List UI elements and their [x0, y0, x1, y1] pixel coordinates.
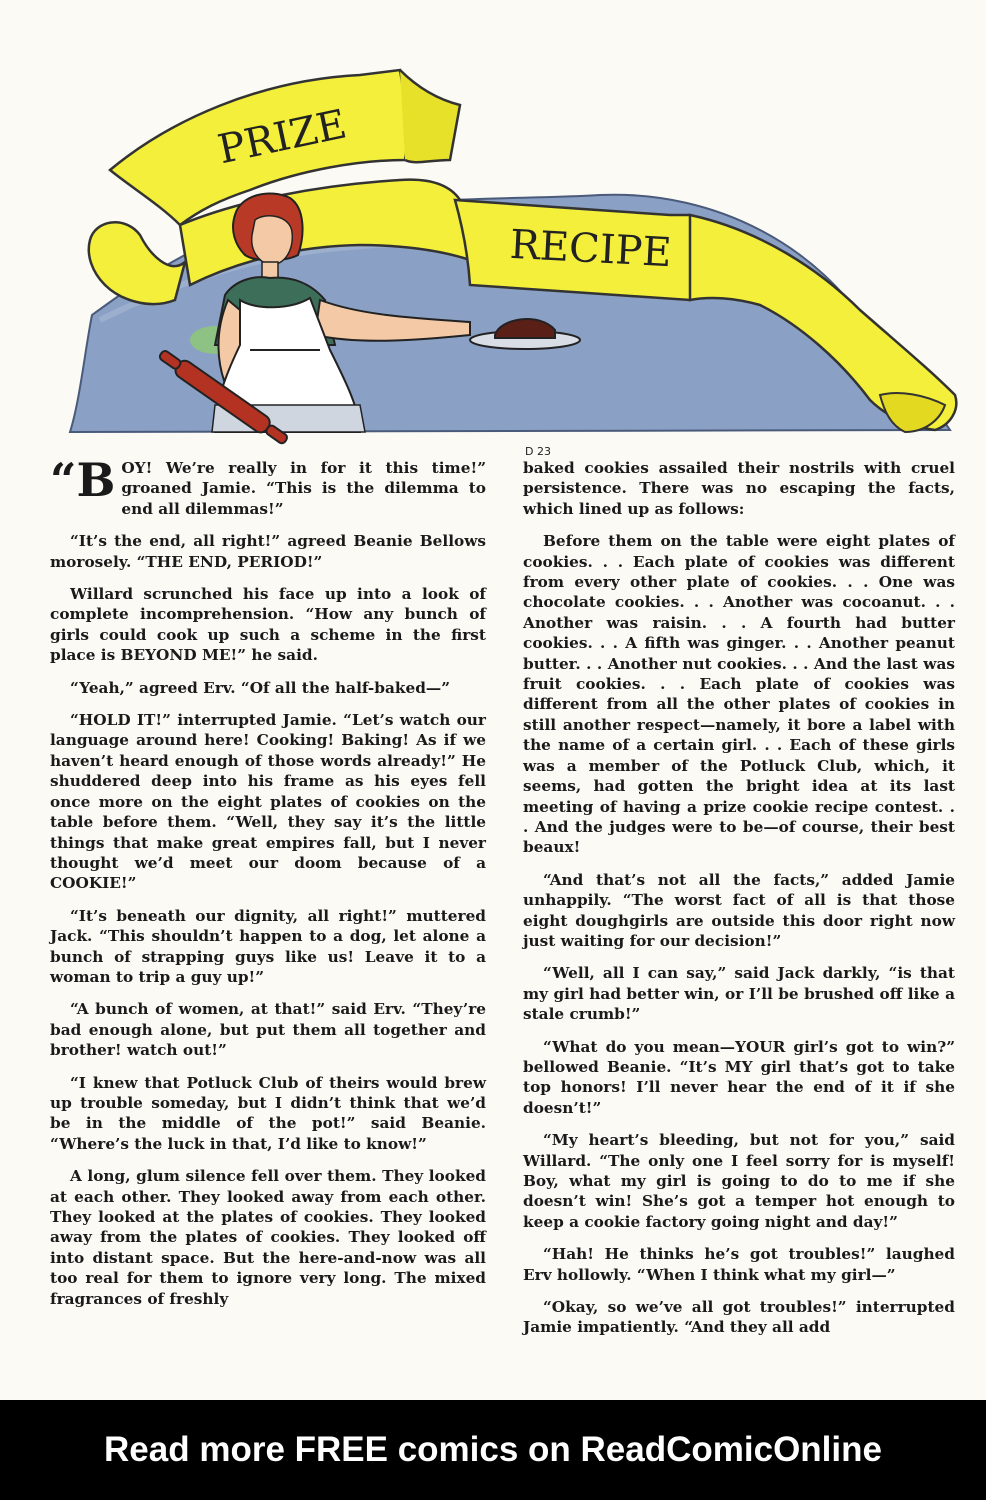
- paragraph: “Okay, so we’ve all got troubles!” interrupted Jamie impatiently. “And they all add: [523, 1298, 955, 1337]
- prize-word: PRIZE: [214, 101, 351, 174]
- artist-signature: D 23: [525, 445, 551, 458]
- paragraph: “And that’s not all the facts,” added Jamie unhappily. “The worst fact of all is that those eight doughgirls are outside this door right now just waiting for our decision!”: [523, 870, 955, 950]
- drop-cap: “B: [50, 453, 116, 507]
- paragraph: “HOLD IT!” interrupted Jamie. “Let’s watch our language around here! Cooking! Baking! As if we haven’t heard enough of those words already!” He shuddered deep into his frame as his eyes fell once more on the eight plates of cookies on the table before them. “Well, they say it’s the little things that make great empires fall, but I never thought we’d meet our doom because of a COOKIE!”: [50, 711, 486, 893]
- paragraph: “Hah! He thinks he’s got troubles!” laughed Erv hollowly. “When I think what my girl—”: [523, 1245, 955, 1284]
- right-column: [523, 458, 955, 1350]
- paragraph: “A bunch of women, at that!” said Erv. “They’re bad enough alone, but put them all together and brother! watch out!”: [50, 1000, 486, 1060]
- promo-footer[interactable]: [0, 1400, 986, 1500]
- paragraph: “It’s the end, all right!” agreed Beanie Bellows morosely. “THE END, PERIOD!”: [50, 532, 486, 571]
- paragraph: “Yeah,” agreed Erv. “Of all the half-baked—”: [70, 678, 450, 697]
- paragraph-1: [50, 453, 486, 519]
- paragraph: “I knew that Potluck Club of theirs would brew up trouble someday, but I didn’t think that we’d be in the middle of the pot!” said Beanie. “Where’s the luck in that, I’d like to know!”: [50, 1073, 486, 1153]
- paragraph: “What do you mean—YOUR girl’s got to win?” bellowed Beanie. “It’s MY girl that’s got to take top honors! I’ll never hear the end of it if she doesn’t!”: [523, 1037, 955, 1117]
- left-column: [50, 453, 486, 1321]
- promo-text[interactable]: Read more FREE comics on ReadComicOnline: [104, 1430, 882, 1469]
- paragraph: “It’s beneath our dignity, all right!” muttered Jack. “This shouldn’t happen to a dog, let alone a bunch of strapping guys like us! Leave it to a woman to trip a guy up!”: [50, 906, 486, 986]
- paragraph: A long, glum silence fell over them. They looked at each other. They looked away from each other. They looked at the plates of cookies. They looked away from the plates of cookies. They looked off into distant space. But the here-and-now was all too real for them to ignore very long. The mixed fragrances of freshly: [50, 1167, 486, 1308]
- paragraph: Willard scrunched his face up into a look of complete incomprehension. “How any bunch of girls could cook up such a scheme in the first place is BEYOND ME!” he said.: [50, 585, 486, 665]
- paragraph: “My heart’s bleeding, but not for you,” said Willard. “The only one I feel sorry for is myself! Boy, what my girl is going to do to me if she doesn’t win! She’s got a temper hot enough to keep a cookie factory going night and day!”: [523, 1131, 955, 1231]
- prize-recipe-illustration: [0, 0, 986, 460]
- recipe-word: RECIPE: [508, 221, 673, 277]
- paragraph: “Well, all I can say,” said Jack darkly, “is that my girl had better win, or I’ll be brushed off like a stale crumb!”: [523, 964, 955, 1024]
- paragraph: Before them on the table were eight plates of cookies. . . Each plate of cookies was different from every other plate of cookies. . . One was chocolate cookies. . . Another was cocoanut. . . Another was raisin. . . A fourth had butter cookies. . . A fifth was ginger. . . Another peanut butter. . . Another nut cookies. . . And the last was fruit cookies. . . Each plate of cookies was different from all the other plates of cookies in still another respect—namely, it bore a label with the name of a certain girl. . . Each of these girls was a member of the Potluck Club, which, it seems, had gotten the bright idea at its last meeting of having a prize cookie recipe contest. . . And the judges were to be—of course, their best beaux!: [523, 532, 955, 857]
- paragraph-1-rest: OY! We’re really in for it this time!” groaned Jamie. “This is the dilemma to end all dilemmas!”: [121, 459, 486, 518]
- paragraph: baked cookies assailed their nostrils with cruel persistence. There was no escaping the facts, which lined up as follows:: [523, 459, 955, 518]
